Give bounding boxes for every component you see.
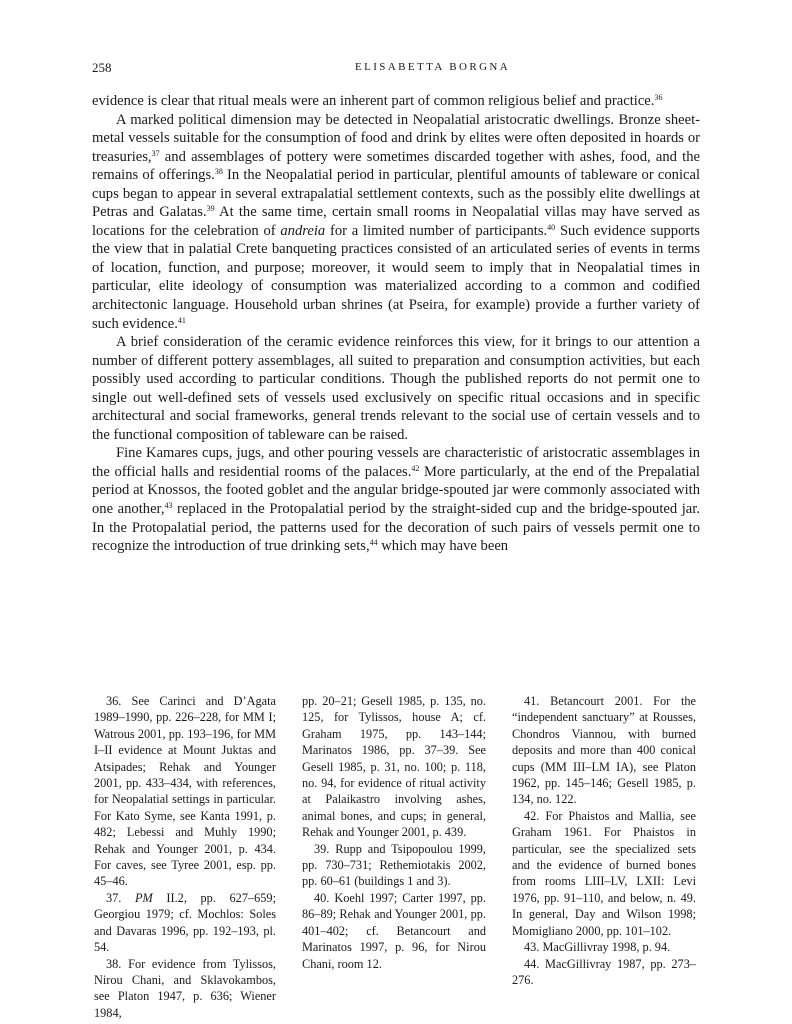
text-run: replaced in the Protopalatial period by the straight-sided cup and the bridge-spouted jar. In the Protopalatial period, the patterns used for the decoration of such pairs of vessels permit one to recognize the introduction of true drinking sets, xyxy=(92,501,700,555)
text-run: 38. For evidence from Tylissos, Nirou Chani, and Sklavokambos, see Platon 1947, p. 636; Wiener 1984, xyxy=(94,956,276,1020)
running-head: ELISABETTA BORGNA xyxy=(355,61,511,73)
footnote-ref: 43 xyxy=(164,501,173,511)
text-run: 44. MacGillivray 1987, pp. 273–276. xyxy=(512,956,696,987)
text-run: At the same time, certain small rooms in Neopalatial villas may have served as locations for the celebration of xyxy=(92,204,700,239)
footnote xyxy=(512,808,696,939)
text-run: Such evidence supports the view that in palatial Crete banqueting practices consisted of an articulated series of events in terms of location, function, and purpose; moreover, it would seem to imply that in Neopalatial times in particular, elite ideology of consumption was materialized according to a common and codified architectonic language. Household urban shrines (at Pseira, for example) provide a further variety of such evidence. xyxy=(92,222,700,332)
footnote xyxy=(512,956,696,989)
text-run: 43. MacGillivray 1998, p. 94. xyxy=(524,940,671,955)
paragraph xyxy=(92,333,700,444)
paragraph xyxy=(92,111,700,334)
text-run: pp. 20–21; Gesell 1985, p. 135, no. 125, for Tylissos, house A; cf. Graham 1975, pp. 143–144; Marinatos 1986, pp. 37–39. See Gesell 1985, p. 31, no. 100; p. 118, no. 94, for evidence of ritual activity at Palaikastro involving ashes, animal bones, and cups; in general, Rehak and Younger 2001, p. 439. xyxy=(302,694,486,840)
text-run: A marked political dimension may be detected in Neopalatial aristocratic dwellings. Bronze sheet-metal vessels suitable for the consumption of food and drink by elites were often deposited in hoards or treasuries, xyxy=(92,111,700,165)
text-run: More particularly, at the end of the Prepalatial period at Knossos, the footed goblet and the angular bridge-spouted jar were commonly associated with one another, xyxy=(92,463,700,518)
text-run: A brief consideration of the ceramic evidence reinforces this view, for it brings to our attention a number of different pottery assemblages, all suited to preparation and consumption activities, but each possibly used according to particular conditions. Though the published reports do not permit one to single out well-defined sets of vessels used exclusively on specific ritual occasions and in specific architectural and social frameworks, general trends relevant to the social use of certain vessels and to the functional composition of tableware can be raised. xyxy=(92,334,700,443)
text-run: for a limited number of participants. xyxy=(325,222,548,239)
text-run: evidence is clear that ritual meals were an inherent part of common religious belief and practice. xyxy=(92,93,655,109)
text-run: 39. Rupp and Tsipopoulou 1999, pp. 730–731; Rethemiotakis 2002, pp. 60–61 (buildings 1 and 3). xyxy=(302,841,486,889)
footnote-ref: 40 xyxy=(547,222,556,232)
text-run: 37. xyxy=(106,890,136,905)
text-run: and assemblages of pottery were sometimes discarded together with ashes, food, and the remains of offerings. xyxy=(92,148,700,184)
footnote xyxy=(302,890,486,972)
italic-term: PM xyxy=(135,890,153,905)
footnote xyxy=(94,693,276,890)
text-run: 40. Koehl 1997; Carter 1997, pp. 86–89; Rehak and Younger 2001, pp. 401–402; cf. Betancourt and Marinatos 1997, p. 96, for Nirou Chani, room 12. xyxy=(302,890,486,971)
text-run: 42. For Phaistos and Mallia, see Graham 1961. For Phaistos in particular, see the specialized sets and the evidence of burned bones from rooms LIII–LV, LXII: Levi 1976, pp. 91–110, and below, n. 49. In general, Day and Wilson 1998; Momigliano 2000, pp. 101–102. xyxy=(512,808,696,938)
footnote-column-3 xyxy=(512,693,696,988)
footnote-ref: 39 xyxy=(206,204,215,214)
main-text xyxy=(92,92,700,556)
page-header xyxy=(92,60,700,78)
footnote-ref: 44 xyxy=(369,538,378,548)
text-run: 41. Betancourt 2001. For the “independent sanctuary” at Rousses, Chondros Viannou, with burned deposits and more than 400 conical cups (MM III–LM IA), see Platon 1962, pp. 145–146; Gesell 1985, p. 134, no. 122. xyxy=(512,694,696,807)
paragraph xyxy=(92,444,700,555)
footnote-ref: 36 xyxy=(654,93,663,102)
text-run: In the Neopalatial period in particular, plentiful amounts of tableware or conical cups began to appear in several extrapalatial settlement contexts, such as the possibly elite dwellings at Petras and Galatas. xyxy=(92,167,701,221)
footnote xyxy=(302,693,486,841)
italic-term: andreia xyxy=(280,222,326,239)
text-run: 36. See Carinci and D’Agata 1989–1990, pp. 226–228, for MM I; Watrous 2001, pp. 193–196, for MM I–II evidence at Mount Juktas and Atsipades; Rehak and Younger 2001, pp. 433–434, with references, for Neopalatial settings in particular. For Kato Syme, see Kanta 1991, p. 482; Lebessi and Muhly 1990; Rehak and Younger 2001, p. 434. For caves, see Tyree 2001, esp. pp. 45–46. xyxy=(94,694,276,889)
footnote-ref: 38 xyxy=(214,167,223,177)
footnote-ref: 37 xyxy=(151,148,160,158)
footnote xyxy=(302,841,486,890)
footnote xyxy=(512,693,696,808)
paragraph xyxy=(92,92,700,111)
page-number: 258 xyxy=(92,60,112,75)
footnote-ref: 41 xyxy=(177,315,186,325)
footnote xyxy=(512,939,696,955)
footnote-ref: 42 xyxy=(411,463,420,473)
footnote-column-2 xyxy=(302,693,486,972)
footnote xyxy=(94,890,276,956)
text-run: II.2, pp. 627–659; Georgiou 1979; cf. Mochlos: Soles and Davaras 1996, pp. 192–193, pl. 54. xyxy=(94,890,276,955)
footnote xyxy=(94,956,276,1022)
text-run: Fine Kamares cups, jugs, and other pouring vessels are characteristic of aristocratic assemblages in the official halls and residential rooms of the palaces. xyxy=(92,445,700,480)
text-run: which may have been xyxy=(377,538,509,555)
footnotes xyxy=(92,693,700,1020)
footnote-column-1 xyxy=(94,693,276,1021)
